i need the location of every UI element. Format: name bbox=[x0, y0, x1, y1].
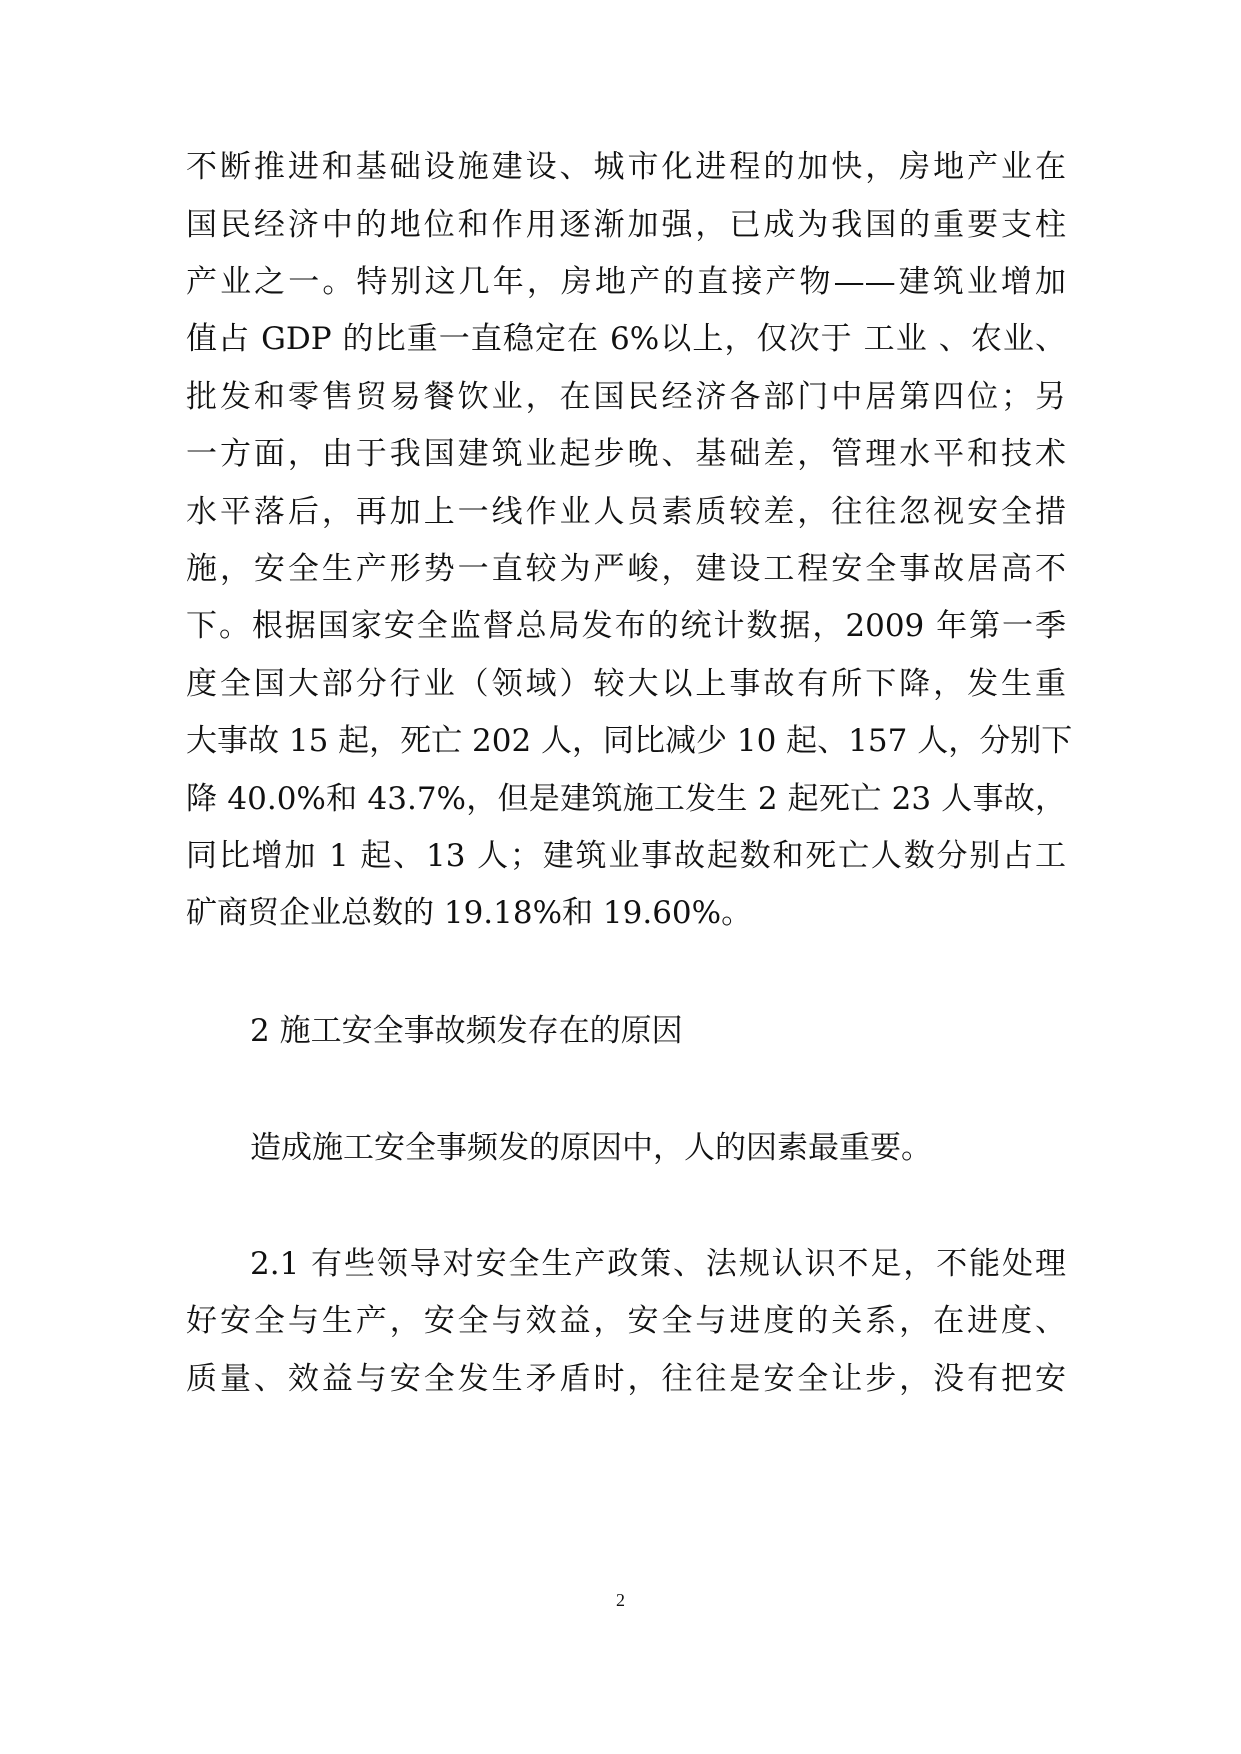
page-number: 2 bbox=[616, 1590, 625, 1610]
paragraph-1-line-12: 降 40.0%和 43.7%，但是建筑施工发生 2 起死亡 23 人事故， bbox=[186, 781, 1066, 817]
paragraph-1-line-4: 值占 GDP 的比重一直稳定在 6%以上，仅次于 工业 、农业、 bbox=[186, 321, 1066, 357]
paragraph-1-line-9: 下。根据国家安全监督总局发布的统计数据，2009 年第一季 bbox=[186, 608, 1066, 644]
paragraph-1-line-7: 水平落后，再加上一线作业人员素质较差，往往忽视安全措 bbox=[186, 494, 1066, 530]
paragraph-1-line-3: 产业之一。特别这几年，房地产的直接产物——建筑业增加 bbox=[186, 264, 1066, 300]
paragraph-2: 造成施工安全事频发的原因中，人的因素最重要。 bbox=[250, 1130, 932, 1166]
paragraph-1-line-6: 一方面，由于我国建筑业起步晚、基础差，管理水平和技术 bbox=[186, 436, 1066, 472]
paragraph-1-line-11: 大事故 15 起，死亡 202 人，同比减少 10 起、157 人，分别下 bbox=[186, 723, 1073, 759]
paragraph-1-line-2: 国民经济中的地位和作用逐渐加强，已成为我国的重要支柱 bbox=[186, 207, 1066, 243]
paragraph-1-line-10: 度全国大部分行业（领域）较大以上事故有所下降，发生重 bbox=[186, 666, 1066, 702]
section-heading: 2 施工安全事故频发存在的原因 bbox=[250, 1013, 683, 1049]
paragraph-3-line-2: 好安全与生产，安全与效益，安全与进度的关系，在进度、 bbox=[186, 1303, 1066, 1339]
paragraph-1-line-8: 施，安全生产形势一直较为严峻，建设工程安全事故居高不 bbox=[186, 551, 1066, 587]
paragraph-3-line-1: 2.1 有些领导对安全生产政策、法规认识不足，不能处理 bbox=[250, 1246, 1066, 1282]
paragraph-1-line-1: 不断推进和基础设施建设、城市化进程的加快，房地产业在 bbox=[186, 149, 1066, 185]
paragraph-1-line-14: 矿商贸企业总数的 19.18%和 19.60%。 bbox=[186, 895, 753, 931]
paragraph-3-line-3: 质量、效益与安全发生矛盾时，往往是安全让步，没有把安 bbox=[186, 1361, 1066, 1397]
paragraph-1-line-5: 批发和零售贸易餐饮业，在国民经济各部门中居第四位；另 bbox=[186, 379, 1066, 415]
paragraph-1-line-13: 同比增加 1 起、13 人；建筑业事故起数和死亡人数分别占工 bbox=[186, 838, 1066, 874]
